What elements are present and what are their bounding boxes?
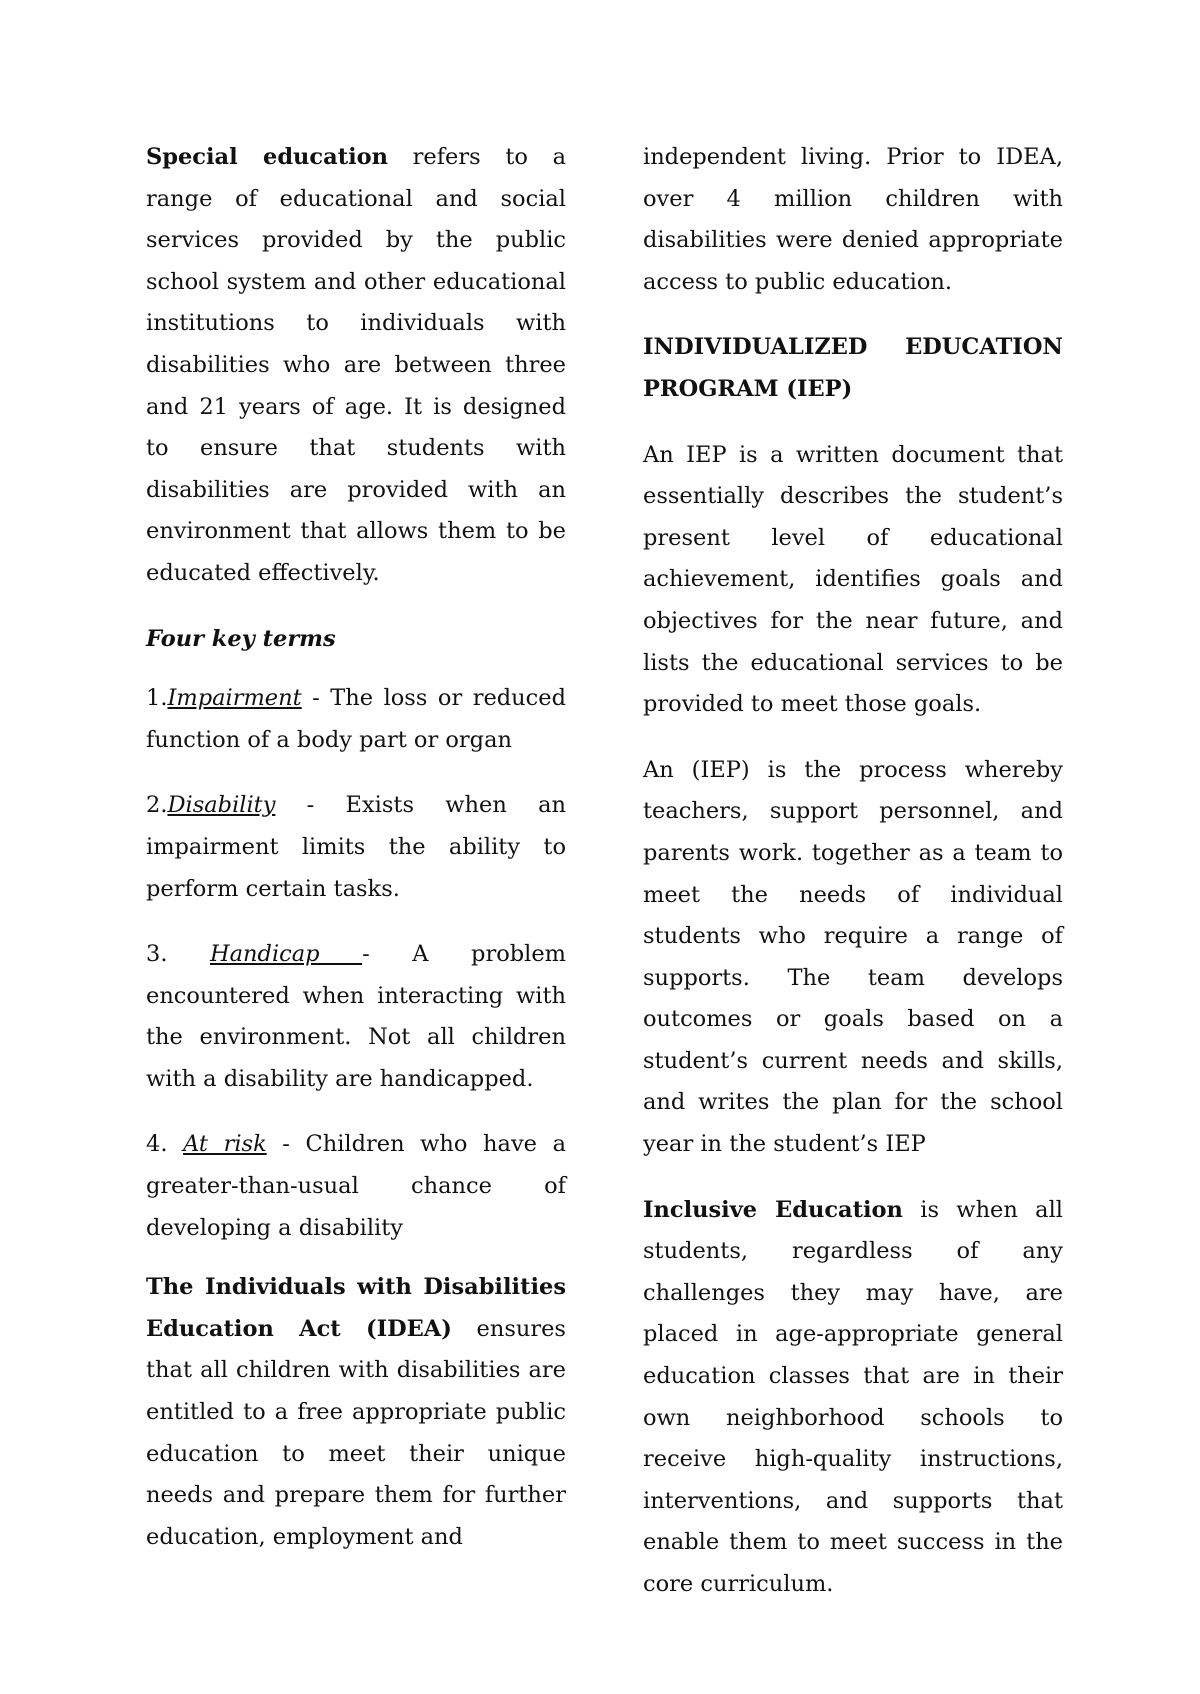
- term-number: 1.: [146, 685, 168, 712]
- idea-text: ensures that all children with disabilities are entitled to a free appropriate public education to meet their unique needs and prepare them for further education, employment and: [146, 1315, 566, 1550]
- inclusive-education-paragraph: [643, 1190, 1063, 1606]
- iep-paragraph-1: An IEP is a written document that essentially describes the student’s present level of educational achievement, identifies goals and objectives for the near future, and lists the educational services to be provided to meet those goals.: [643, 441, 1063, 718]
- term-definition: - Exists when an impairment limits the ability to perform certain tasks.: [146, 792, 566, 902]
- term-number: 4.: [146, 1131, 184, 1158]
- iep-paragraph-2: An (IEP) is the process whereby teachers, support personnel, and parents work. together as a team to meet the needs of individual students who require a range of supports. The team develops outcomes or goals based on a student’s current needs and skills, and writes the plan for the school year in the student’s IEP: [643, 756, 1063, 1158]
- term-label: At risk: [183, 1131, 267, 1158]
- term-label: Disability: [167, 792, 276, 819]
- term-handicap: [146, 934, 566, 1100]
- left-column: [146, 137, 566, 1582]
- inclusive-education-text: is when all students, regardless of any challenges they may have, are placed in age-appropriate general education classes that are in their own neighborhood schools to receive high-quality instructions, interventions, and supports that enable them to meet success in the core curriculum.: [643, 1196, 1063, 1597]
- special-education-text: refers to a range of educational and social services provided by the public school system and other educational institutions to individuals with disabilities who are between three and 21 years of age. It is designed to ensure that students with disabilities are provided with an environment that allows them to be educated effectively.: [146, 144, 566, 586]
- iep-heading: INDIVIDUALIZED EDUCATION PROGRAM (IEP): [643, 334, 1063, 402]
- term-label: Handicap: [210, 941, 363, 968]
- term-definition: - The loss or reduced function of a body part or organ: [146, 685, 566, 753]
- term-definition: - A problem encountered when interacting with the environment. Not all children with a disability are handicapped.: [146, 941, 566, 1092]
- four-key-terms-label: Four key terms: [146, 625, 336, 652]
- term-label: Impairment: [167, 685, 302, 712]
- term-number: 3.: [146, 941, 211, 968]
- right-column: [643, 137, 1063, 1630]
- idea-continuation-paragraph: independent living. Prior to IDEA, over 4 million children with disabilities were denied appropriate access to public education.: [643, 144, 1063, 295]
- term-disability: [146, 785, 566, 910]
- term-at-risk: [146, 1124, 566, 1249]
- idea-paragraph: [146, 1267, 566, 1558]
- term-number: 2.: [146, 792, 168, 819]
- four-key-terms-heading: [146, 619, 566, 661]
- term-definition: - Children who have a greater-than-usual chance of developing a disability: [146, 1131, 566, 1241]
- idea-term: The Individuals with Disabilities Education Act (IDEA): [146, 1274, 566, 1342]
- special-education-paragraph: [146, 137, 566, 595]
- term-impairment: [146, 678, 566, 761]
- special-education-term: Special education: [146, 144, 388, 170]
- inclusive-education-term: Inclusive Education: [643, 1196, 903, 1223]
